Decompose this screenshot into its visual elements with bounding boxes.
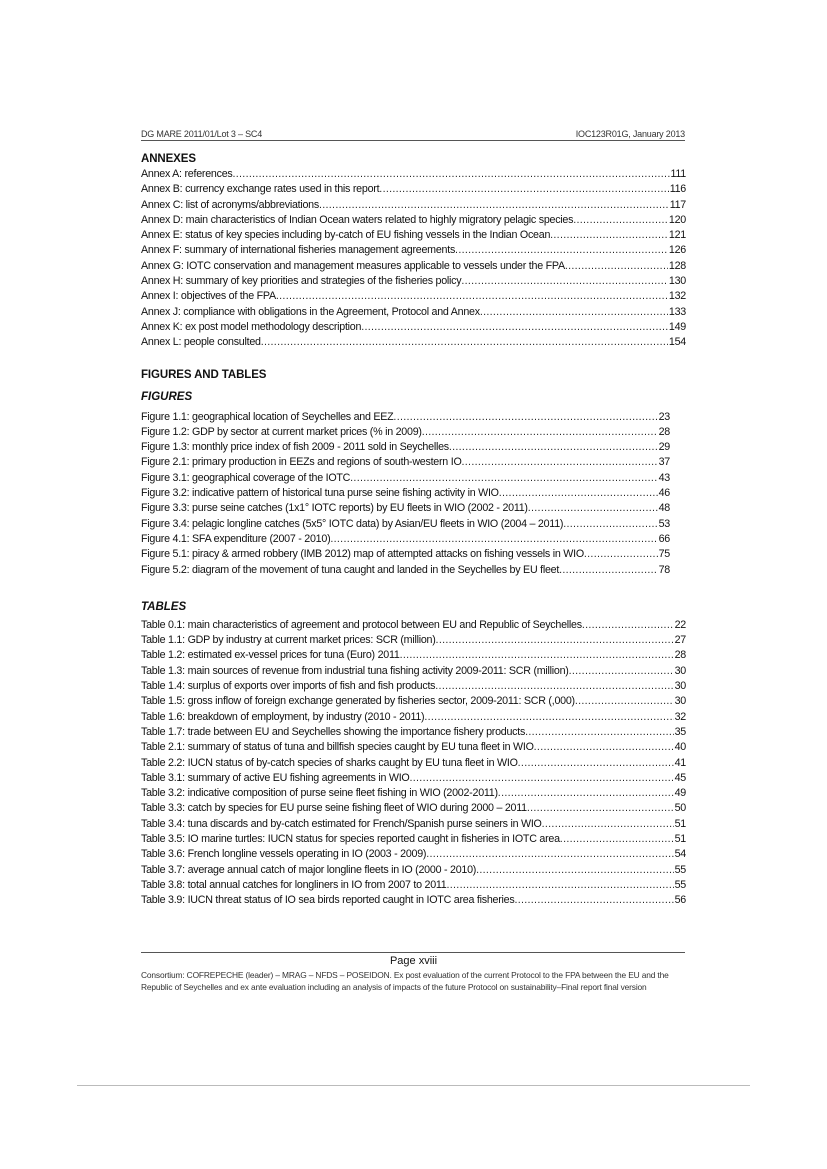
- table-entry[interactable]: [141, 756, 686, 771]
- annex-entry[interactable]: [141, 320, 686, 335]
- table-entry-page-number: 22: [674, 618, 686, 631]
- page-number-label: Page xviii: [389, 955, 438, 967]
- table-entry[interactable]: [141, 832, 686, 847]
- figure-entry-page-number: 43: [658, 471, 670, 484]
- annex-entry-title: Annex B: currency exchange rates used in this report: [141, 183, 380, 196]
- table-entry-title: Table 1.2: estimated ex-vessel prices for tuna (Euro) 2011: [141, 649, 400, 662]
- figure-entry[interactable]: [141, 455, 670, 470]
- figure-entry[interactable]: [141, 547, 670, 562]
- table-entry[interactable]: [141, 618, 686, 633]
- annex-entry-page-number: 117: [669, 198, 686, 211]
- dot-leader: [514, 893, 673, 908]
- dot-leader: [575, 694, 674, 709]
- table-entry-title: Table 2.2: IUCN status of by-catch species of sharks caught by EU tuna fleet in WIO: [141, 756, 518, 769]
- dot-leader: [525, 725, 674, 740]
- footer-rule: [141, 952, 685, 953]
- dot-leader: [361, 320, 668, 335]
- page-bottom-rule: [77, 1085, 750, 1086]
- figure-entry[interactable]: [141, 425, 670, 440]
- table-entry-page-number: 49: [674, 787, 686, 800]
- annex-entry-title: Annex K: ex post model methodology description: [141, 320, 362, 333]
- page-content: [141, 151, 686, 908]
- dot-leader: [499, 486, 658, 501]
- figure-entry[interactable]: [141, 501, 670, 516]
- annex-entry-page-number: 126: [668, 244, 686, 257]
- annex-entry-page-number: 116: [669, 183, 686, 196]
- annex-list: [141, 167, 686, 351]
- table-entry-page-number: 51: [674, 817, 686, 830]
- dot-leader: [528, 501, 658, 516]
- header-right: IOC123R01G, January 2013: [575, 129, 685, 139]
- dot-leader: [550, 228, 668, 243]
- annex-entry-page-number: 149: [668, 320, 686, 333]
- dot-leader: [447, 878, 674, 893]
- table-entry[interactable]: [141, 664, 686, 679]
- table-entry[interactable]: [141, 694, 686, 709]
- figure-entry-page-number: 75: [658, 548, 670, 561]
- annex-entry[interactable]: [141, 198, 686, 213]
- table-entry-title: Table 1.7: trade between EU and Seychelles showing the importance fishery products: [141, 725, 526, 738]
- table-entry-title: Table 3.9: IUCN threat status of IO sea birds reported caught in IOTC area fisheries: [141, 894, 515, 907]
- figure-entry-title: Figure 3.1: geographical coverage of the IOTC: [141, 471, 351, 484]
- annex-entry-title: Annex F: summary of international fisheries management agreements: [141, 244, 456, 257]
- figure-entry-page-number: 53: [658, 517, 670, 530]
- figure-list: [141, 410, 686, 578]
- annex-entry[interactable]: [141, 228, 686, 243]
- table-entry-page-number: 35: [674, 725, 686, 738]
- table-entry-title: Table 3.1: summary of active EU fishing agreements in WIO: [141, 771, 410, 784]
- table-entry[interactable]: [141, 786, 686, 801]
- dot-leader: [563, 517, 657, 532]
- figures-tables-heading: FIGURES AND TABLES: [141, 368, 267, 381]
- dot-leader: [319, 198, 669, 213]
- figure-entry-title: Figure 1.1: geographical location of Seychelles and EEZ: [141, 410, 394, 423]
- table-entry-title: Table 1.4: surplus of exports over imports of fish and fish products: [141, 680, 436, 693]
- table-entry[interactable]: [141, 863, 686, 878]
- dot-leader: [476, 863, 674, 878]
- dot-leader: [410, 771, 674, 786]
- table-entry-title: Table 3.5: IO marine turtles: IUCN status for species reported caught in fisheries in IOTC area: [141, 832, 560, 845]
- dot-leader: [582, 618, 674, 633]
- table-entry-page-number: 55: [674, 878, 686, 891]
- figure-entry-title: Figure 3.2: indicative pattern of historical tuna purse seine fishing activity in WIO: [141, 487, 499, 500]
- table-entry-title: Table 0.1: main characteristics of agreement and protocol between EU and Republic of Seychelles: [141, 618, 582, 631]
- table-entry-page-number: 56: [674, 894, 686, 907]
- dot-leader: [462, 455, 658, 470]
- dot-leader: [542, 817, 674, 832]
- table-entry[interactable]: [141, 801, 686, 816]
- annex-entry-title: Annex D: main characteristics of Indian Ocean waters related to highly migratory pelagic species: [141, 213, 574, 226]
- table-entry-page-number: 40: [674, 741, 686, 754]
- figure-entry-title: Figure 3.3: purse seine catches (1x1° IOTC reports) by EU fleets in WIO (2002 - 2011): [141, 502, 528, 515]
- table-entry-page-number: 41: [674, 756, 686, 769]
- annex-entry-title: Annex A: references: [141, 168, 233, 180]
- table-entry[interactable]: [141, 679, 686, 694]
- annex-entry[interactable]: [141, 335, 686, 350]
- annex-entry-page-number: 111: [670, 168, 686, 180]
- annex-entry[interactable]: [141, 213, 686, 228]
- dot-leader: [276, 289, 668, 304]
- table-entry-title: Table 3.3: catch by species for EU purse seine fishing fleet of WIO during 2000 – 2011: [141, 802, 527, 815]
- annex-entry-title: Annex J: compliance with obligations in the Agreement, Protocol and Annex: [141, 305, 480, 318]
- figure-entry[interactable]: [141, 517, 670, 532]
- annex-entry[interactable]: [141, 182, 686, 197]
- annex-entry-page-number: 133: [668, 305, 686, 318]
- table-list: [141, 618, 686, 909]
- figure-entry-page-number: 46: [658, 487, 670, 500]
- running-header: [141, 129, 685, 139]
- table-entry-title: Table 1.1: GDP by industry at current market prices: SCR (million): [141, 634, 436, 647]
- annex-entry-title: Annex E: status of key species including by-catch of EU fishing vessels in the Indian Ocean: [141, 229, 551, 242]
- tables-subheading: TABLES: [141, 600, 187, 613]
- figure-entry-page-number: 48: [658, 502, 670, 515]
- dot-leader: [393, 410, 657, 425]
- table-entry[interactable]: [141, 710, 686, 725]
- table-entry-page-number: 30: [674, 680, 686, 693]
- table-entry-page-number: 30: [674, 664, 686, 677]
- annex-entry-title: Annex C: list of acronyms/abbreviations: [141, 198, 319, 211]
- table-entry[interactable]: [141, 740, 686, 755]
- table-entry-title: Table 1.5: gross inflow of foreign exchange generated by fisheries sector, 2009-2011: SCR (,000): [141, 695, 575, 708]
- figure-entry[interactable]: [141, 486, 670, 501]
- figure-entry-title: Figure 1.2: GDP by sector at current market prices (% in 2009): [141, 425, 422, 438]
- dot-leader: [330, 532, 657, 547]
- annex-entry-page-number: 154: [668, 336, 686, 349]
- table-entry[interactable]: [141, 893, 686, 908]
- dot-leader: [569, 664, 674, 679]
- annex-entry[interactable]: [141, 167, 686, 182]
- dot-leader: [461, 274, 668, 289]
- figure-entry-title: Figure 3.4: pelagic longline catches (5x5° IOTC data) by Asian/EU fleets in WIO (2004 – 2011): [141, 517, 564, 530]
- table-entry[interactable]: [141, 771, 686, 786]
- annex-entry-page-number: 128: [668, 259, 686, 272]
- figure-entry-page-number: 66: [658, 532, 670, 545]
- figure-entry-page-number: 37: [658, 456, 670, 469]
- annex-entry-title: Annex I: objectives of the FPA: [141, 290, 276, 303]
- figures-subheading: FIGURES: [141, 390, 193, 403]
- dot-leader: [449, 440, 658, 455]
- table-entry-title: Table 1.6: breakdown of employment, by industry (2010 - 2011): [141, 710, 425, 723]
- table-entry-page-number: 28: [674, 649, 686, 662]
- figure-entry[interactable]: [141, 532, 670, 547]
- dot-leader: [379, 182, 668, 197]
- annex-entry[interactable]: [141, 289, 686, 304]
- figure-entry-page-number: 28: [658, 425, 670, 438]
- dot-leader: [480, 305, 668, 320]
- figure-entry[interactable]: [141, 440, 670, 455]
- figure-entry-title: Figure 1.3: monthly price index of fish 2009 - 2011 sold in Seychelles: [141, 441, 449, 454]
- table-entry[interactable]: [141, 725, 686, 740]
- dot-leader: [518, 756, 674, 771]
- table-entry-page-number: 55: [674, 863, 686, 876]
- annex-entry-title: Annex G: IOTC conservation and management measures applicable to vessels under the FPA: [141, 259, 565, 272]
- table-entry-page-number: 27: [674, 634, 686, 647]
- annex-entry-title: Annex H: summary of key priorities and strategies of the fisheries policy: [141, 275, 462, 288]
- dot-leader: [565, 259, 668, 274]
- figure-entry-title: Figure 4.1: SFA expenditure (2007 - 2010): [141, 532, 331, 545]
- table-entry-title: Table 3.7: average annual catch of major longline fleets in IO (2000 - 2010): [141, 863, 477, 876]
- dot-leader: [350, 471, 657, 486]
- table-entry-title: Table 3.4: tuna discards and by-catch estimated for French/Spanish purse seiners in WIO: [141, 817, 542, 830]
- table-entry-title: Table 3.8: total annual catches for longliners in IO from 2007 to 2011: [141, 878, 447, 891]
- figure-entry[interactable]: [141, 563, 670, 578]
- dot-leader: [436, 633, 674, 648]
- figure-entry-title: Figure 5.2: diagram of the movement of tuna caught and landed in the Seychelles by EU fleet: [141, 563, 560, 576]
- dot-leader: [498, 786, 674, 801]
- table-entry-title: Table 3.6: French longline vessels operating in IO (2003 - 2009): [141, 848, 427, 861]
- annex-entry-page-number: 121: [668, 229, 686, 242]
- dot-leader: [527, 801, 674, 816]
- dot-leader: [400, 648, 674, 663]
- table-entry-title: Table 1.3: main sources of revenue from industrial tuna fishing activity 2009-2011: SCR (million): [141, 664, 569, 677]
- annex-entry[interactable]: [141, 305, 686, 320]
- table-entry[interactable]: [141, 847, 686, 862]
- table-entry[interactable]: [141, 648, 686, 663]
- annex-entry-title: Annex L: people consulted: [141, 336, 261, 349]
- figure-entry-title: Figure 5.1: piracy & armed robbery (IMB 2012) map of attempted attacks on fishing vessels in WIO: [141, 548, 584, 561]
- annex-entry[interactable]: [141, 274, 686, 289]
- header-left: DG MARE 2011/01/Lot 3 – SC4: [141, 129, 262, 139]
- dot-leader: [426, 847, 673, 862]
- annex-entry-page-number: 132: [668, 290, 686, 303]
- figure-entry[interactable]: [141, 471, 670, 486]
- consortium-footnote: Consortium: COFREPECHE (leader) – MRAG – NFDS – POSEIDON. Ex post evaluation of the current Protocol to the FPA between the EU and the Republic of Seychelles and ex ante evaluation including an analysis of impacts of the future Protocol on sustainability–Final report final version: [141, 970, 669, 992]
- table-entry-page-number: 51: [674, 832, 686, 845]
- table-entry-page-number: 45: [674, 771, 686, 784]
- annex-entry-page-number: 120: [668, 213, 686, 226]
- annex-entry-page-number: 130: [668, 275, 686, 288]
- table-entry[interactable]: [141, 633, 686, 648]
- dot-leader: [455, 243, 668, 258]
- dot-leader: [422, 425, 658, 440]
- dot-leader: [560, 832, 674, 847]
- header-rule: [141, 140, 685, 141]
- table-entry-page-number: 54: [674, 848, 686, 861]
- table-entry-page-number: 50: [674, 802, 686, 815]
- table-entry-title: Table 3.2: indicative composition of purse seine fleet fishing in WIO (2002-2011): [141, 787, 498, 800]
- dot-leader: [424, 710, 673, 725]
- annex-entry[interactable]: [141, 259, 686, 274]
- dot-leader: [534, 740, 674, 755]
- figure-entry-page-number: 29: [658, 441, 670, 454]
- annex-entry[interactable]: [141, 243, 686, 258]
- dot-leader: [261, 335, 668, 350]
- dot-leader: [573, 213, 668, 228]
- figure-entry-title: Figure 2.1: primary production in EEZs and regions of south-western IO: [141, 456, 462, 469]
- figure-entry[interactable]: [141, 410, 670, 425]
- figure-entry-page-number: 23: [658, 410, 670, 423]
- dot-leader: [435, 679, 673, 694]
- table-entry-title: Table 2.1: summary of status of tuna and billfish species caught by EU tuna fleet in WIO: [141, 741, 534, 754]
- figure-entry-page-number: 78: [658, 563, 670, 576]
- table-entry-page-number: 32: [674, 710, 686, 723]
- dot-leader: [584, 547, 658, 562]
- table-entry-page-number: 30: [674, 695, 686, 708]
- dot-leader: [559, 563, 658, 578]
- annexes-heading: ANNEXES: [141, 153, 196, 165]
- table-entry[interactable]: [141, 878, 686, 893]
- table-entry[interactable]: [141, 817, 686, 832]
- dot-leader: [233, 167, 670, 182]
